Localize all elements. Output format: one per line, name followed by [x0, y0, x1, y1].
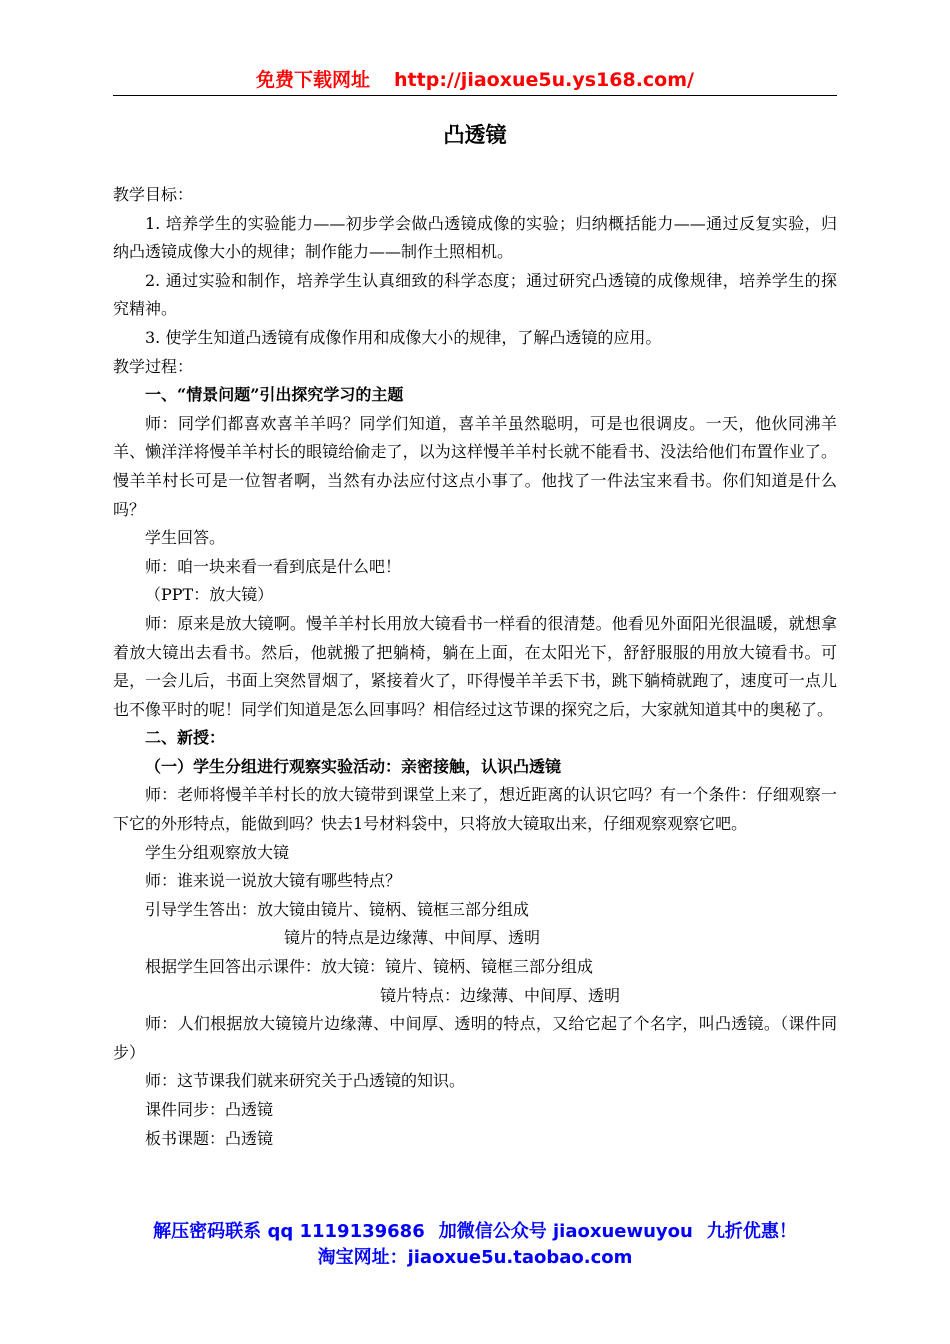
subsection-heading: 一、“情景问题”引出探究学习的主题	[145, 385, 404, 405]
paragraph: 3. 使学生知道凸透镜有成像作用和成像大小的规律，了解凸透镜的应用。	[145, 327, 662, 347]
page-header	[113, 66, 837, 94]
paragraph: 镜片特点：边缘薄、中间厚、透明	[380, 985, 621, 1005]
paragraph: 师：谁来说一说放大镜有哪些特点？	[145, 871, 402, 891]
paragraph: 学生回答。	[145, 528, 226, 548]
paragraph: 师：人们根据放大镜镜片边缘薄、中间厚、透明的特点，又给它起了个名字，叫凸透镜。（课件同步）	[113, 1014, 837, 1062]
footer-taobao-link[interactable]: 淘宝网址：jiaoxue5u.taobao.com	[317, 1247, 633, 1268]
paragraph: （PPT：放大镜）	[145, 585, 274, 605]
document-body	[113, 181, 837, 1153]
paragraph: 师：咱一块来看一看到底是什么吧！	[145, 556, 402, 576]
paragraph: 2. 通过实验和制作，培养学生认真细致的科学态度；通过研究凸透镜的成像规律，培养学生的探究精神。	[113, 270, 837, 319]
paragraph: 引导学生答出：放大镜由镜片、镜柄、镜框三部分组成	[145, 899, 530, 919]
section-heading: 教学过程：	[113, 356, 194, 376]
paragraph: 根据学生回答出示课件：放大镜：镜片、镜柄、镜框三部分组成	[145, 957, 594, 977]
paragraph: 学生分组观察放大镜	[145, 842, 290, 862]
paragraph: 课件同步：凸透镜	[145, 1100, 274, 1119]
paragraph: 师：这节课我们就来研究关于凸透镜的知识。	[145, 1071, 466, 1091]
page-footer	[113, 1219, 837, 1271]
footer-wechat: 加微信公众号 jiaoxuewuyou	[438, 1221, 693, 1242]
subsection-heading: 二、新授：	[145, 728, 226, 748]
section-heading: 教学目标：	[113, 185, 194, 204]
footer-line-1	[113, 1219, 837, 1245]
subsection-heading: （一）学生分组进行观察实验活动：亲密接触，认识凸透镜	[145, 756, 562, 776]
paragraph: 镜片的特点是边缘薄、中间厚、透明	[284, 928, 541, 948]
footer-discount: 九折优惠！	[706, 1221, 797, 1242]
paragraph: 板书课题：凸透镜	[145, 1128, 274, 1148]
paragraph: 师：同学们都喜欢喜羊羊吗？同学们知道，喜羊羊虽然聪明，可是也很调皮。一天，他伙同沸羊羊、懒洋洋将慢羊羊村长的眼镜给偷走了，以为这样慢羊羊村长就不能看书、没法给他们布置作业了。慢羊羊村长可是一位智者啊，当然有办法应付这点小事了。他找了一件法宝来看书。你们知道是什么吗？	[113, 413, 837, 519]
document-title: 凸透镜	[443, 122, 507, 147]
header-label: 免费下载网址	[256, 69, 371, 91]
header-url-link[interactable]: http://jiaoxue5u.ys168.com/	[394, 69, 694, 91]
paragraph: 师：原来是放大镜啊。慢羊羊村长用放大镜看书一样看的很清楚。他看见外面阳光很温暖，就想拿着放大镜出去看书。然后，他就搬了把躺椅，躺在上面，在太阳光下，舒舒服服的用放大镜看书。可是，一会儿后，书面上突然冒烟了，紧接着火了，吓得慢羊羊丢下书，跳下躺椅就跑了，速度可一点儿也不像平时的呢！同学们知道是怎么回事吗？相信经过这节课的探究之后，大家就知道其中的奥秘了。	[113, 613, 837, 719]
header-divider	[113, 95, 837, 96]
paragraph: 1. 培养学生的实验能力——初步学会做凸透镜成像的实验；归纳概括能力——通过反复实验，归纳凸透镜成像大小的规律；制作能力——制作土照相机。	[113, 213, 837, 262]
paragraph: 师：老师将慢羊羊村长的放大镜带到课堂上来了，想近距离的认识它吗？有一个条件：仔细观察一下它的外形特点，能做到吗？快去1号材料袋中，只将放大镜取出来，仔细观察观察它吧。	[113, 785, 837, 834]
footer-qq: 解压密码联系 qq 1119139686	[153, 1221, 425, 1242]
